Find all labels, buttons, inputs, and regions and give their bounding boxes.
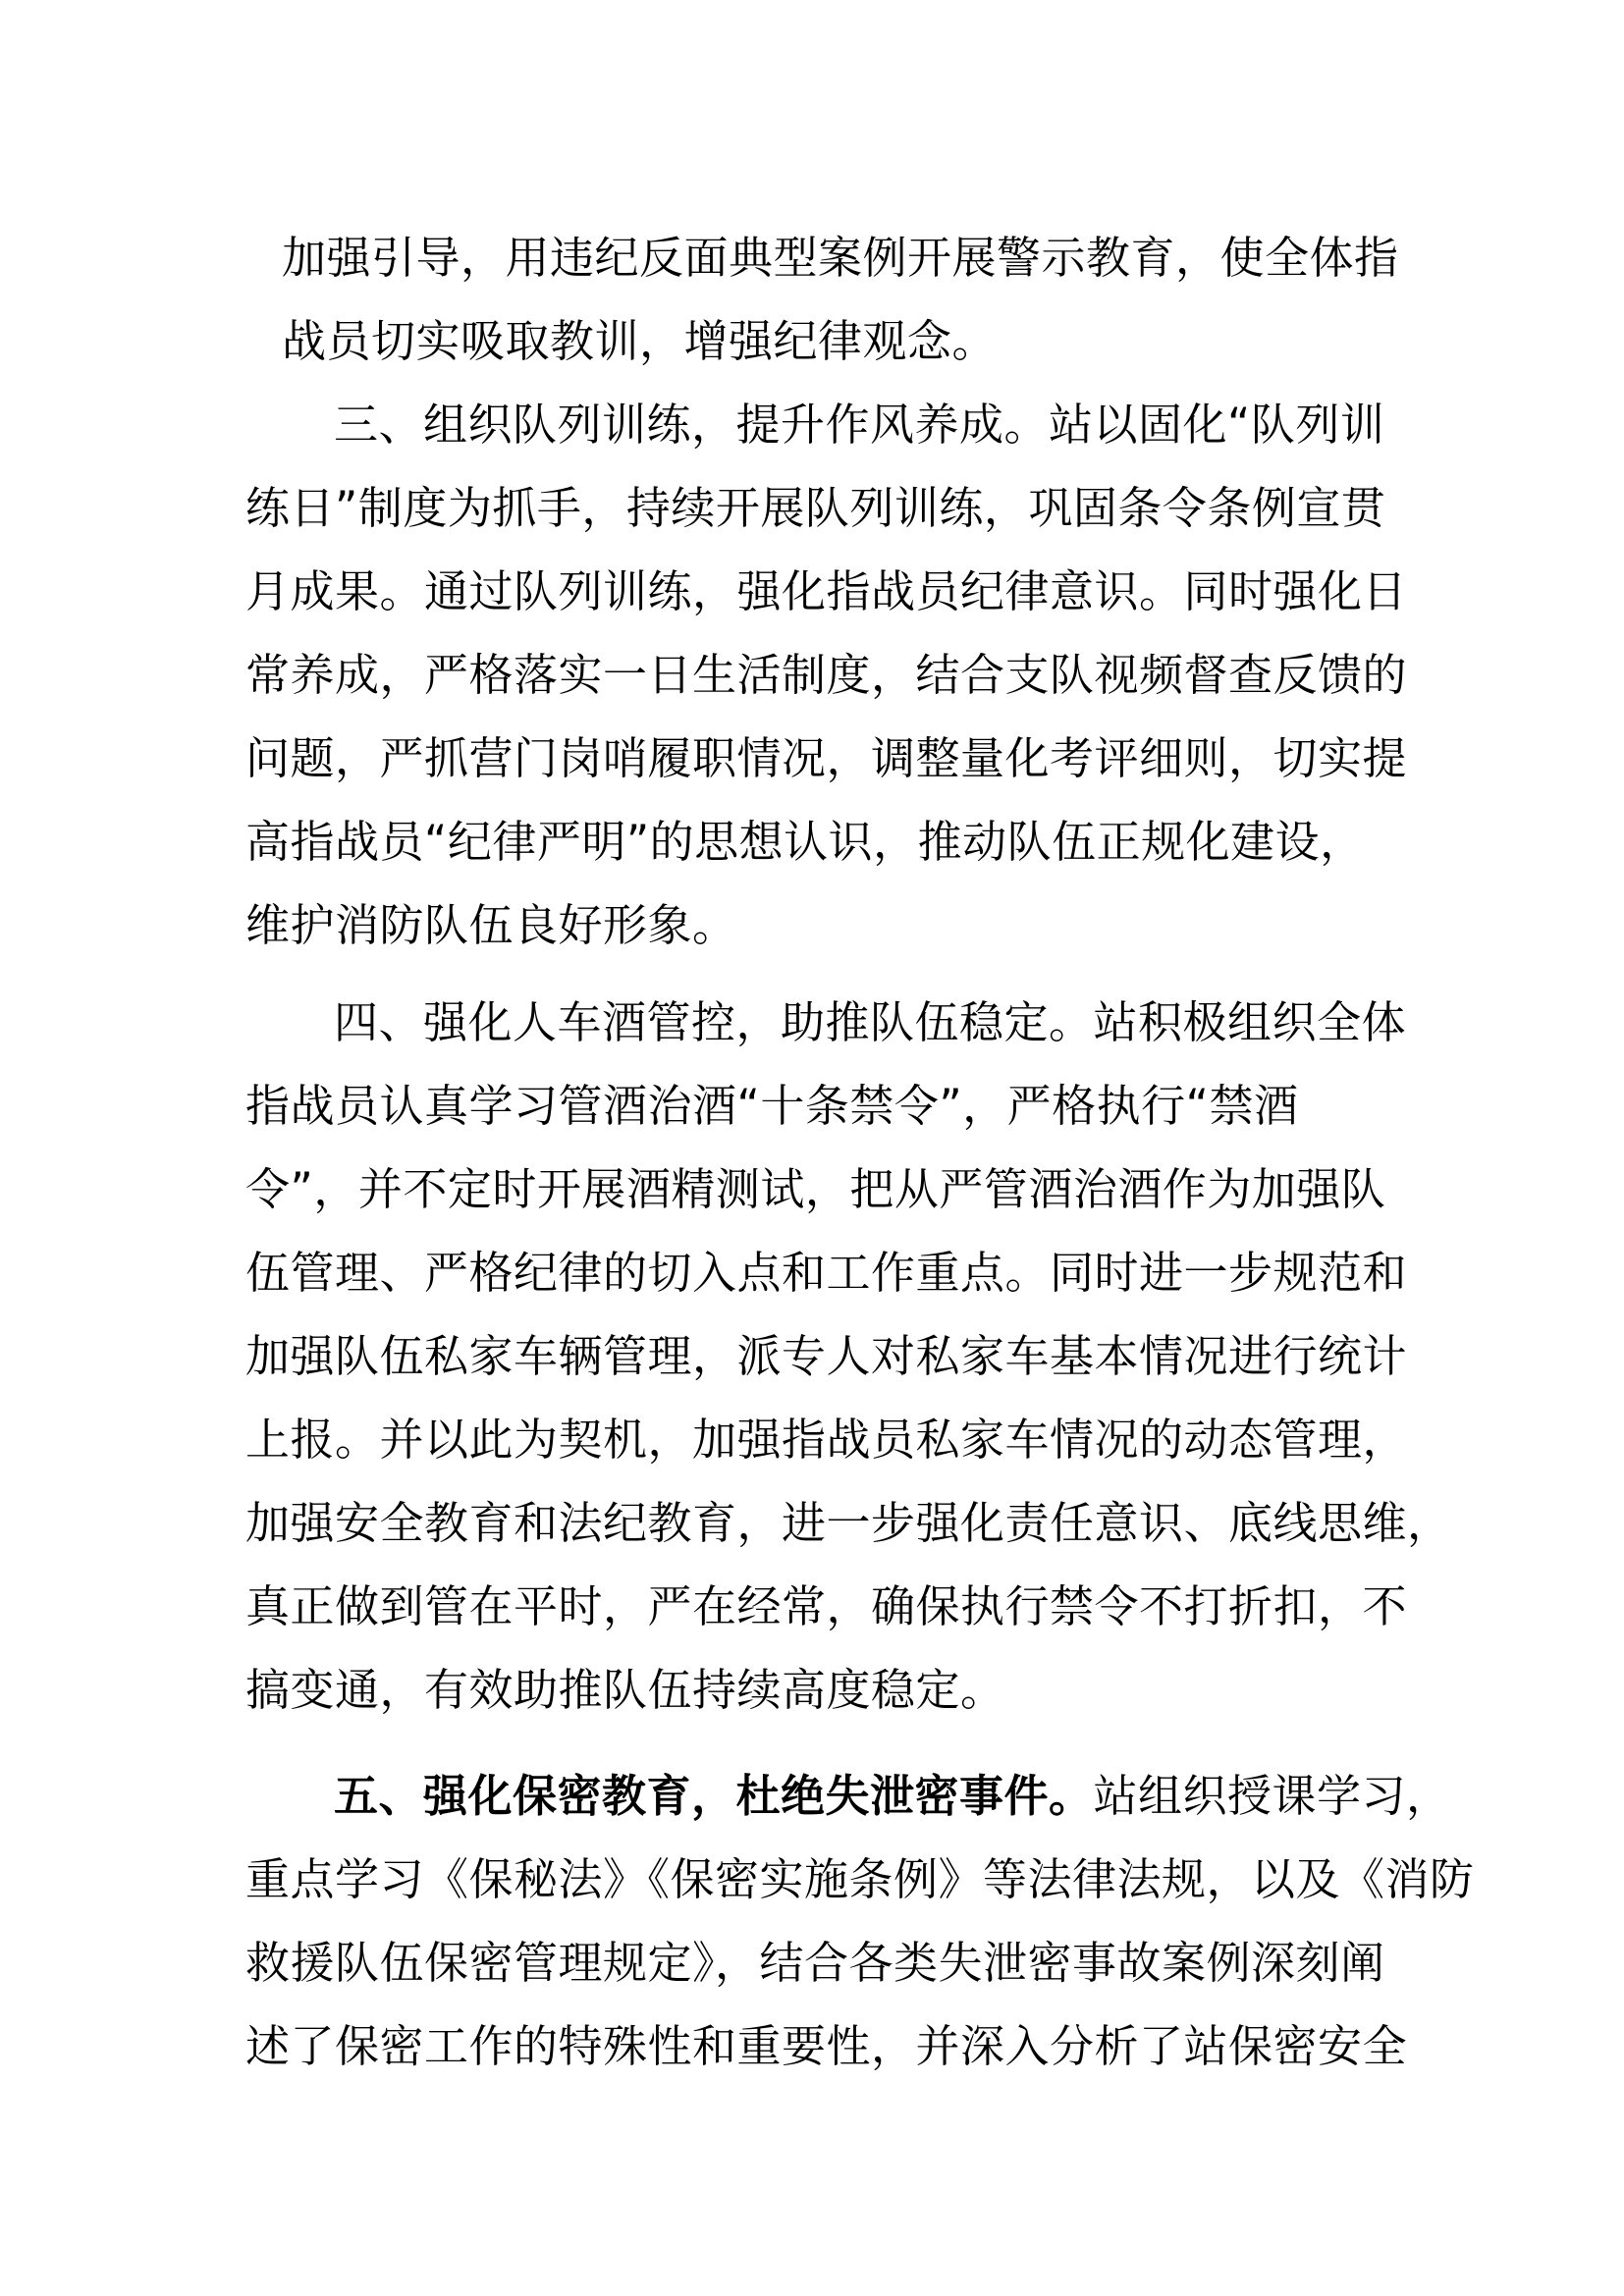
paragraph-5-first-line bbox=[0, 1767, 1624, 1826]
paragraph-4-heading-line: 四、强化人车酒管控，助推队伍稳定。站积极组织全体 bbox=[334, 996, 1407, 1048]
text-line: 练日”制度为抓手，持续开展队列训练，巩固条令条例宣贯 bbox=[245, 482, 1386, 534]
text-line: 加强引导，用违纪反面典型案例开展警示教育，使全体指 bbox=[282, 232, 1399, 284]
paragraph-3-heading-line: 三、组织队列训练，提升作风养成。站以固化“队列训 bbox=[334, 399, 1385, 451]
text-line: 问题，严抓营门岗哨履职情况，调整量化考评细则，切实提 bbox=[245, 732, 1408, 784]
text-line: 真正做到管在平时，严在经常，确保执行禁令不打折扣，不 bbox=[245, 1580, 1408, 1632]
text-line: 述了保密工作的特殊性和重要性，并深入分析了站保密安全 bbox=[245, 2020, 1408, 2072]
text-line: 维护消防队伍良好形象。 bbox=[245, 899, 737, 951]
text-line: 上报。并以此为契机，加强指战员私家车情况的动态管理， bbox=[245, 1414, 1408, 1466]
paragraph-5-text: 站组织授课学习， bbox=[1093, 1770, 1451, 1822]
text-line: 加强安全教育和法纪教育，进一步强化责任意识、底线思维， bbox=[245, 1497, 1452, 1549]
text-line: 月成果。通过队列训练，强化指战员纪律意识。同时强化日 bbox=[245, 565, 1408, 617]
text-line: 加强队伍私家车辆管理，派专人对私家车基本情况进行统计 bbox=[245, 1330, 1408, 1382]
text-line: 重点学习《保秘法》《保密实施条例》等法律法规，以及《消防 bbox=[245, 1853, 1475, 1905]
text-line: 伍管理、严格纪律的切入点和工作重点。同时进一步规范和 bbox=[245, 1247, 1408, 1299]
text-line: 常养成，严格落实一日生活制度，结合支队视频督查反馈的 bbox=[245, 649, 1408, 701]
text-line: 高指战员“纪律严明”的思想认识，推动队伍正规化建设， bbox=[245, 816, 1365, 868]
text-line: 搞变通，有效助推队伍持续高度稳定。 bbox=[245, 1664, 1005, 1716]
text-line: 指战员认真学习管酒治酒“十条禁令”，严格执行“禁酒 bbox=[245, 1080, 1299, 1132]
text-line: 令”，并不定时开展酒精测试，把从严管酒治酒作为加强队 bbox=[245, 1163, 1386, 1215]
text-line: 救援队伍保密管理规定》，结合各类失泄密事故案例深刻阐 bbox=[245, 1937, 1385, 1989]
paragraph-5-heading: 五、强化保密教育，杜绝失泄密事件。 bbox=[334, 1770, 1094, 1822]
text-line: 战员切实吸取教训，增强纪律观念。 bbox=[282, 315, 998, 367]
